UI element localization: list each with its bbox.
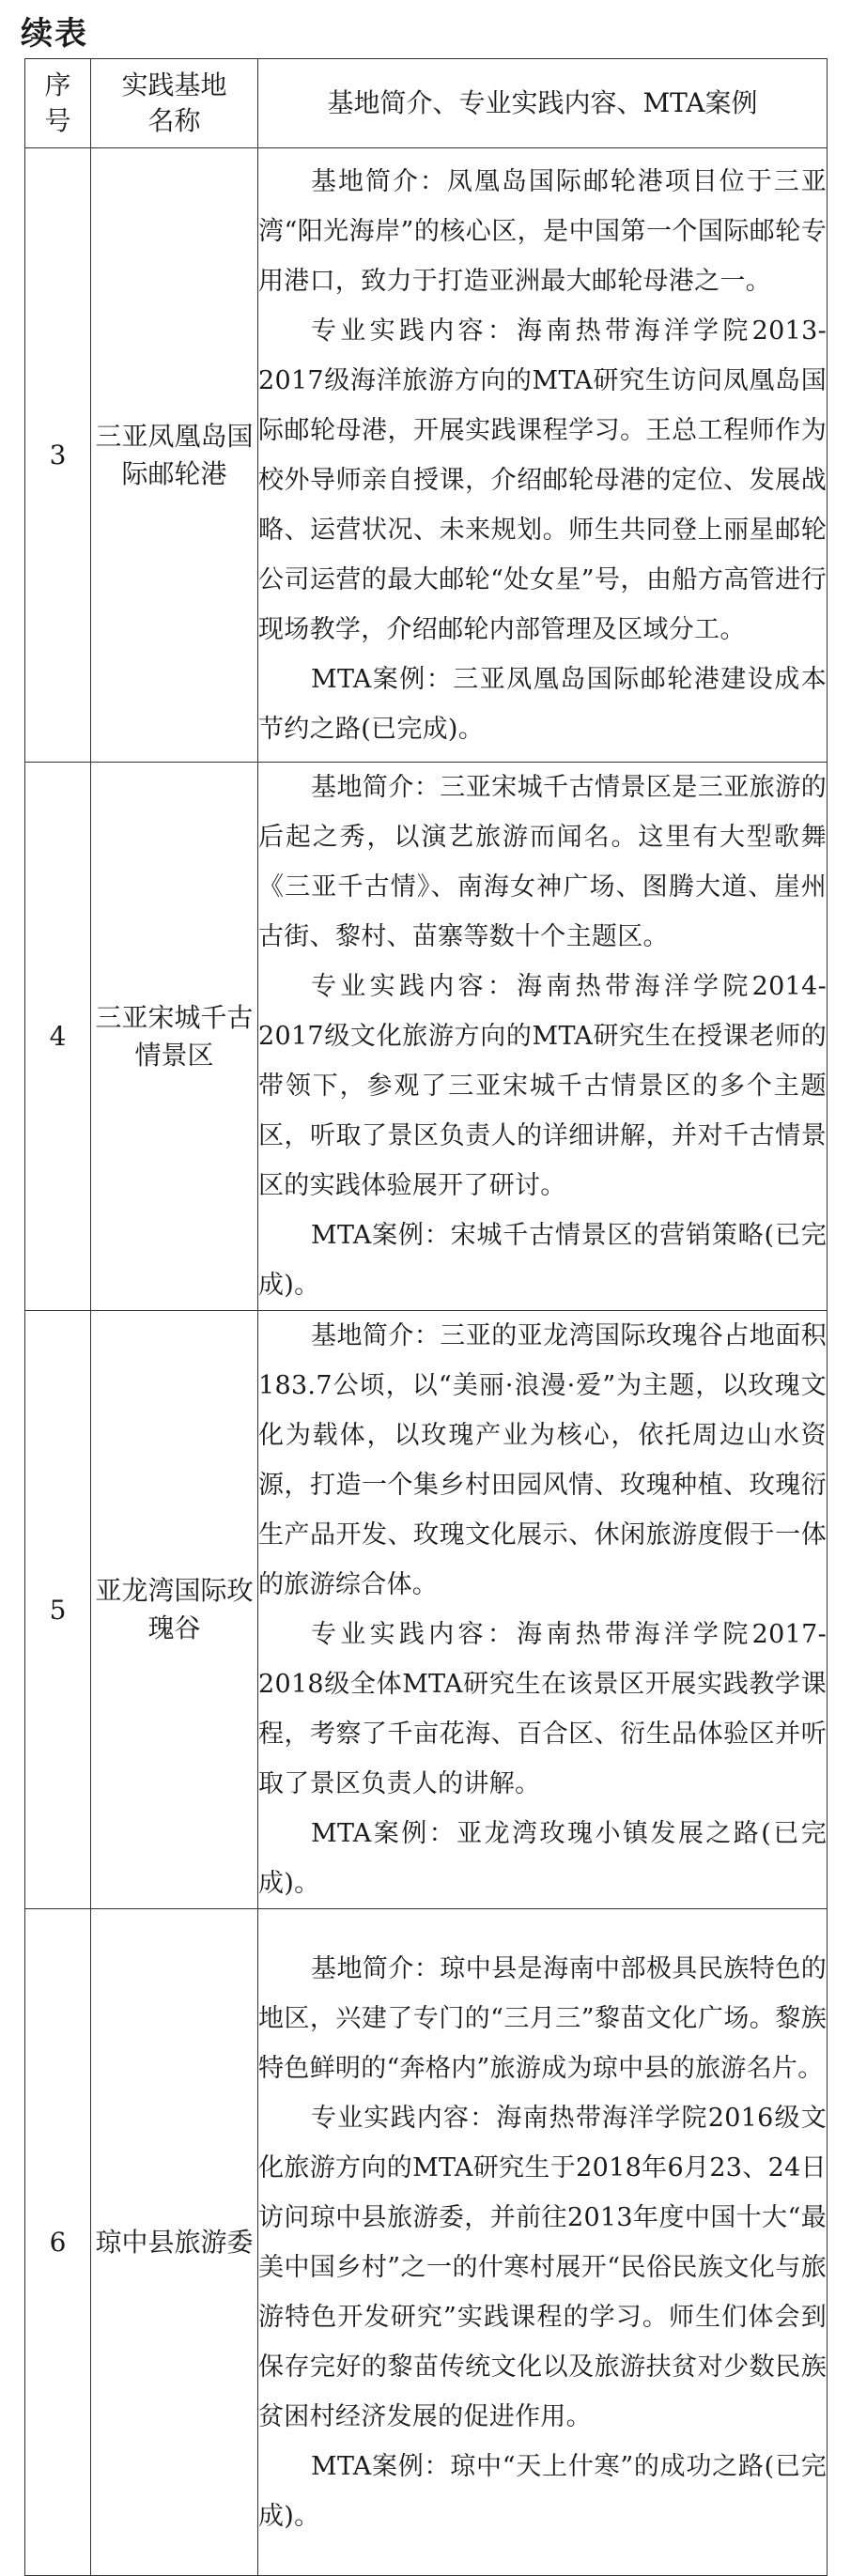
header-description: 基地简介、专业实践内容、MTA案例 (258, 59, 828, 148)
base-name: 三亚宋城千古情景区 (91, 763, 258, 1311)
base-intro: 基地简介：三亚的亚龙湾国际玫瑰谷占地面积183.7公顷，以“美丽·浪漫·爱”为主题，以玫瑰文化为载体，以玫瑰产业为核心，依托周边山水资源，打造一个集乡村田园风情、玫瑰种植、玫瑰衍生产品开发、玫瑰文化展示、休闲旅游度假于一体的旅游综合体。 (258, 1321, 827, 1599)
table-row (25, 763, 828, 1311)
practice-content: 专业实践内容：海南热带海洋学院2013-2017级海洋旅游方向的MTA研究生访问凤凰岛国际邮轮母港，开展实践课程学习。王总工程师作为校外导师亲自授课，介绍邮轮母港的定位、发展战略、运营状况、未来规划。师生共同登上丽星邮轮公司运营的最大邮轮“处女星”号，由船方高管进行现场教学，介绍邮轮内部管理及区域分工。 (258, 316, 827, 644)
base-description (258, 148, 828, 763)
mta-case: MTA案例：琼中“天上什寒”的成功之路(已完成)。 (258, 2451, 827, 2531)
row-index: 3 (25, 148, 91, 763)
practice-base-table (24, 58, 828, 2576)
practice-content: 专业实践内容：海南热带海洋学院2017-2018级全体MTA研究生在该景区开展实践教学课程，考察了千亩花海、百合区、衍生品体验区并听取了景区负责人的讲解。 (258, 1620, 827, 1798)
base-intro: 基地简介：三亚宋城千古情景区是三亚旅游的后起之秀，以演艺旅游而闻名。这里有大型歌舞《三亚千古情》、南海女神广场、图腾大道、崖州古街、黎村、苗寨等数十个主题区。 (258, 773, 827, 951)
header-base-name: 实践基地名称 (91, 59, 258, 148)
practice-content: 专业实践内容：海南热带海洋学院2016级文化旅游方向的MTA研究生于2018年6月23、24日访问琼中县旅游委，并前往2013年度中国十大“最美中国乡村”之一的什寒村展开“民俗民族文化与旅游特色开发研究”实践课程的学习。师生们体会到保存完好的黎苗传统文化以及旅游扶贫对少数民族贫困村经济发展的促进作用。 (258, 2103, 827, 2431)
base-name: 琼中县旅游委 (91, 1909, 258, 2576)
table-header-row (25, 59, 828, 148)
table-row (25, 1311, 828, 1909)
header-index: 序号 (25, 59, 91, 148)
table-row (25, 1909, 828, 2576)
row-index: 5 (25, 1311, 91, 1909)
base-name: 三亚凤凰岛国际邮轮港 (91, 148, 258, 763)
mta-case: MTA案例：亚龙湾玫瑰小镇发展之路(已完成)。 (258, 1819, 827, 1898)
table-caption: 续表 (21, 15, 88, 53)
mta-case: MTA案例：三亚凤凰岛国际邮轮港建设成本节约之路(已完成)。 (258, 664, 827, 744)
base-description (258, 1909, 828, 2576)
row-index: 4 (25, 763, 91, 1311)
base-intro: 基地简介：琼中县是海南中部极具民族特色的地区，兴建了专门的“三月三”黎苗文化广场。黎族特色鲜明的“奔格内”旅游成为琼中县的旅游名片。 (258, 1953, 827, 2083)
table-row (25, 148, 828, 763)
base-name: 亚龙湾国际玫瑰谷 (91, 1311, 258, 1909)
row-index: 6 (25, 1909, 91, 2576)
practice-content: 专业实践内容：海南热带海洋学院2014-2017级文化旅游方向的MTA研究生在授课老师的带领下，参观了三亚宋城千古情景区的多个主题区，听取了景区负责人的详细讲解，并对千古情景区的实践体验展开了研讨。 (258, 972, 827, 1200)
base-intro: 基地简介：凤凰岛国际邮轮港项目位于三亚湾“阳光海岸”的核心区，是中国第一个国际邮轮专用港口，致力于打造亚洲最大邮轮母港之一。 (258, 166, 827, 296)
base-description (258, 763, 828, 1311)
mta-case: MTA案例：宋城千古情景区的营销策略(已完成)。 (258, 1221, 827, 1300)
base-description (258, 1311, 828, 1909)
